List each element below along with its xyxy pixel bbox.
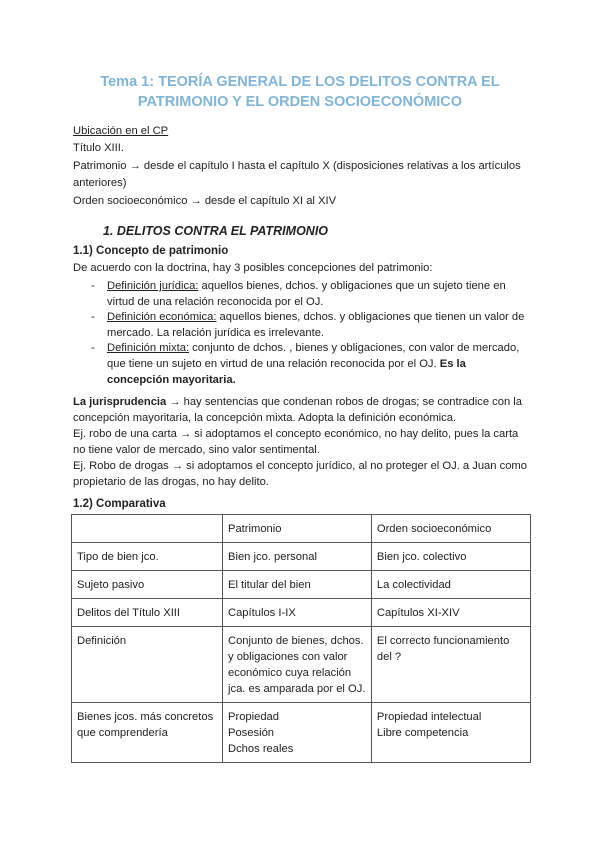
row-label: Delitos del Título XIII <box>72 599 223 627</box>
titulo-line: Título XIII. <box>73 142 124 154</box>
subsection-heading-1: 1.1) Concepto de patrimonio <box>73 245 229 257</box>
orden-cell: El correcto funcionamiento del ? <box>371 627 530 703</box>
cell-line: Posesión <box>228 727 275 739</box>
jurisprudencia-term: La jurisprudencia <box>73 396 167 408</box>
row-label: Definición <box>72 627 223 703</box>
bullet-term: Definición jurídica: <box>107 280 199 292</box>
title-line-1: Tema 1: TEORÍA GENERAL DE LOS DELITOS CONTRA EL <box>100 74 500 90</box>
table-row <box>72 543 531 571</box>
table-header-row <box>72 515 531 543</box>
patrimonio-cell: Bien jco. personal <box>223 543 372 571</box>
cell-line: Propiedad <box>228 711 280 723</box>
title-line-2: PATRIMONIO Y EL ORDEN SOCIOECONÓMICO <box>137 94 463 110</box>
bullet-economica <box>107 309 527 341</box>
orden-cell <box>371 703 530 763</box>
intro-text: De acuerdo con la doctrina, hay 3 posibles concepciones del patrimonio: <box>73 262 433 274</box>
bullet-mixta <box>107 340 527 388</box>
table-header-cell: Patrimonio <box>223 515 372 543</box>
bullet-dash: - <box>91 280 95 292</box>
jurisprudencia-text: → hay sentencias que condenan robos de drogas; se contradice con la concepción mayoritaria, la concepción mixta. Adopta la definición económica. <box>73 396 523 424</box>
bullet-term: Definición mixta: <box>107 342 190 354</box>
bullet-term: Definición económica: <box>107 311 217 323</box>
patrimonio-cell <box>223 703 372 763</box>
example-drogas: Ej. Robo de drogas → si adoptamos el concepto jurídico, al no proteger el OJ. a Juan como propietario de las drogas, no hay delito. <box>73 460 527 488</box>
ubicacion-heading: Ubicación en el CP <box>73 125 169 137</box>
bullet-bold: Es la concepción mayoritaria. <box>107 358 466 386</box>
comparison-table <box>71 514 531 763</box>
patrimonio-cell: El titular del bien <box>223 571 372 599</box>
table-row <box>72 599 531 627</box>
orden-cell: La colectividad <box>371 571 530 599</box>
orden-cell: Capítulos XI-XIV <box>371 599 530 627</box>
orden-line: Orden socioeconómico → desde el capítulo XI al XIV <box>73 195 337 207</box>
cell-line: Libre competencia <box>376 727 469 739</box>
table-row <box>72 703 531 763</box>
table-row <box>72 571 531 599</box>
jurisprudencia-paragraph <box>73 394 531 426</box>
patrimonio-cell: Conjunto de bienes, dchos. y obligaciones con valor económico cuya relación jca. es amparada por el OJ. <box>223 627 372 703</box>
row-label: Sujeto pasivo <box>72 571 223 599</box>
table-row <box>72 627 531 703</box>
bullet-body: aquellos bienes, dchos. y obligaciones que tienen un valor de mercado. La relación jurídica es irrelevante. <box>107 311 525 339</box>
bullet-dash: - <box>91 342 95 354</box>
table-header-cell <box>72 515 223 543</box>
subsection-heading-2: 1.2) Comparativa <box>73 498 166 510</box>
bullet-body: aquellos bienes, dchos. y obligaciones que un sujeto tiene en virtud de una relación reconocida por el OJ. <box>107 280 506 308</box>
cell-line: Propiedad intelectual <box>376 711 482 723</box>
bullet-dash: - <box>91 311 95 323</box>
table-header-cell: Orden socioeconómico <box>371 515 530 543</box>
patrimonio-cell: Capítulos I-IX <box>223 599 372 627</box>
patrimonio-line-1: Patrimonio → desde el capítulo I hasta el capítulo X (disposiciones relativas a los artículos <box>73 160 521 172</box>
page-title <box>60 72 540 112</box>
row-label: Tipo de bien jco. <box>72 543 223 571</box>
bullet-juridica <box>107 278 527 310</box>
bullet-body: conjunto de dchos. , bienes y obligaciones, con valor de mercado, que tiene un sujeto en virtud de una relación reconocida por el OJ. <box>107 342 520 370</box>
row-label: Bienes jcos. más concretos que comprendería <box>72 703 223 763</box>
section-heading: 1. DELITOS CONTRA EL PATRIMONIO <box>103 224 329 238</box>
orden-cell: Bien jco. colectivo <box>371 543 530 571</box>
patrimonio-line-2: anteriores) <box>73 177 127 189</box>
example-carta: Ej. robo de una carta → si adoptamos el concepto económico, no hay delito, pues la carta no tiene valor de mercado, sino valor sentimental. <box>73 428 519 456</box>
cell-line: Dchos reales <box>228 743 294 755</box>
